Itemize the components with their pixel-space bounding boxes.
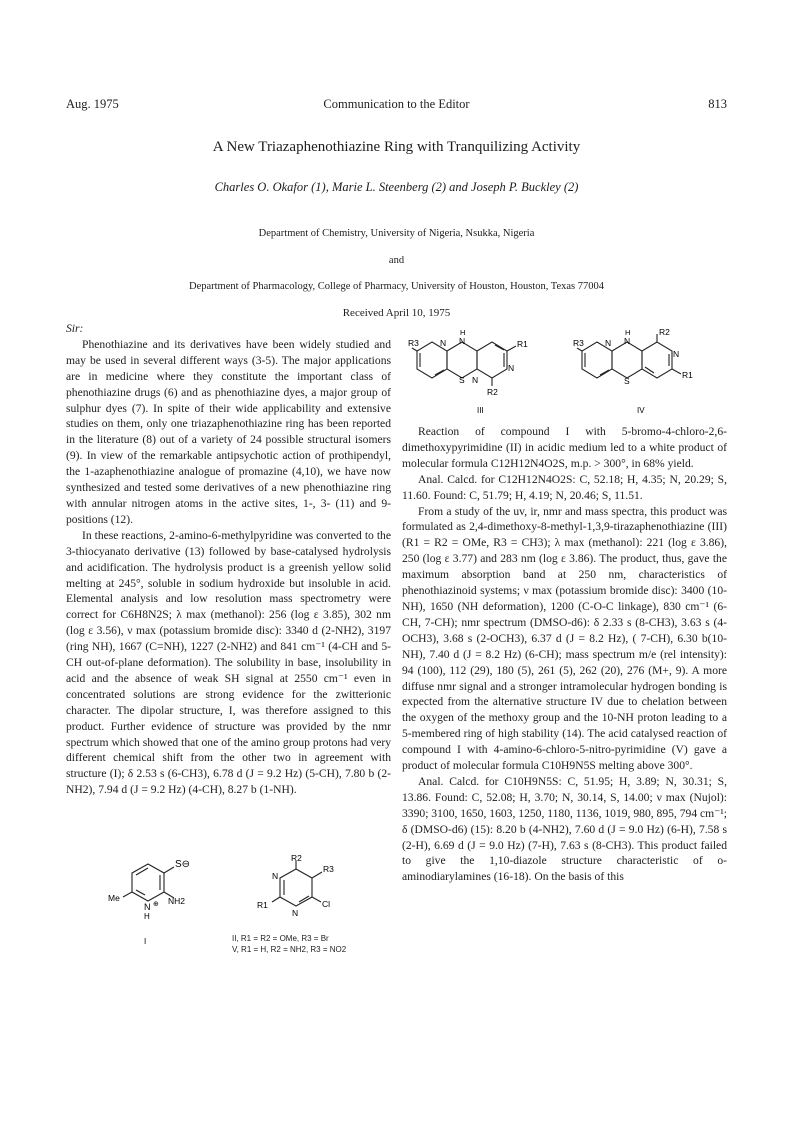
affiliation-chemistry: Department of Chemistry, University of Nigeria, Nsukka, Nigeria [258,228,535,239]
structure-I [98,852,198,950]
struct-I-atom: ⊕ [153,901,159,908]
paragraph: From a study of the uv, ir, nmr and mass spectra, this product was formulated as 2,4-dimethoxy-8-methyl-1,3,9-tirazaphenothiazine (III) (R1 = R2 = OMe, R3 = CH3); λ max (methanol): 221 (log ε 3.86), 250 (log ε 3.77) and 283 nm (log ε 3.86). The product, thus, gave the maximum absorption band at 250 nm, characteristics of phenothiazinoid systems; ν max (potassium bromide disc): 3400 (10-NH), 1650 (NH deformation), 1200 (C-O-C linkage), 830 cm⁻¹ (6-CH, 7-CH); nmr spectrum (DMSO-d6): δ 2.33 s (8-CH3), 3.63 s (4-OCH3), 3.68 s (2-OCH3), 6.37 d (J = 8.2 Hz), ( 7-CH), 6.30 b(10-NH), 7.40 d (J = 8.2 Hz) (6-CH); mass spectrum m/e (rel intensity): 94 (100), 112 (29), 180 (5), 261 (5), 262 (20), 276 (M+, 9). A more diffuse nmr signal and a stronger intramolecular hydrogen bonding is expected from the alternative structure IV due to chelation between the oxygen of the methoxy group and the 10-NH proton leading to a 5-membered ring of high stability (14). The acid catalysed reaction of compound I with 4-amino-6-chloro-5-nitro-pyrimidine (V) gave a product of molecular formula C10H9N5S melting above 300°. [402,504,727,773]
struct-I-atom: H [144,912,150,921]
affiliation-pharmacology: Department of Pharmacology, College of Pharmacy, University of Houston, Houston, Texas 77004 [188,281,604,292]
received-date: Received April 10, 1975 [342,307,451,319]
struct-III-atom: R1 [517,339,528,349]
structure-III-drawing [410,325,555,417]
struct-II-atom: R3 [323,864,334,874]
struct-II-atom: N [292,908,299,918]
struct-III-atom: H [460,328,466,337]
struct-IV-atom: R3 [573,338,584,348]
struct-IV-atom: R1 [682,370,693,380]
struct-IV-atom: S [624,376,630,386]
structure-III-label: III [477,406,484,415]
struct-I-atom: Me [108,893,120,903]
struct-IV-atom: H [625,328,631,337]
paragraph: Anal. Calcd. for C10H9N5S: C, 51.95; H, 3.89; N, 30.31; S, 13.86. Found: C, 52.08; H, 3.70; N, 30.14, S, 14.00; ν max (Nujol): 3390; 3100, 1650, 1603, 1250, 1180, 1136, 1019, 980, 895, 794 cm⁻¹; δ (DMSO-d6) (15): 8.20 b (4-NH2), 7.60 d (J = 9.0 Hz) (6-H), 7.58 s (2-H), 6.69 d (J = 9.0 Hz) (7-H), 7.63 s (8-CH3). This product failed to give the 1,10-diazole structure characteristic of o-aminodiarylamines (16-18). On the basis of this [402,774,727,884]
struct-III-atom: R2 [487,387,498,397]
page-number: 813 [708,97,727,111]
running-header [66,97,727,115]
structure-IV-label: IV [637,406,645,415]
structure-V-caption: V, R1 = H, R2 = NH2, R3 = NO2 [232,945,347,954]
struct-III-atom: N [508,363,515,373]
struct-III-atom: R3 [408,338,419,348]
struct-II-atom: Cl [322,899,331,909]
section-name: Communication to the Editor [323,97,470,111]
struct-I-atom: S⊖ [175,859,191,870]
struct-II-atom: R1 [257,900,268,910]
struct-III-atom: N [459,336,466,346]
author-list: Charles O. Okafor (1), Marie L. Steenberg (2) and Joseph P. Buckley (2) [214,180,579,194]
salutation: Sir: [66,322,84,335]
struct-I-atom: N [144,902,151,912]
paragraph: Phenothiazine and its derivatives have been widely studied and may be used in several different ways (3-5). The major applications are in medicine where they constitute the important class of phenothiazine drugs (6) and as phenothiazine dyes, a major group of sulphur dyes (7). In spite of their wide applicability and extensive studies on them, only one triazaphenothiazine ring has been reported in the literature (8) out of a variety of 24 possible structural isomers (9). In view of the remarkable antipsychotic action of prothipendyl, the 1-azaphenothiazine analogue of promazine (4,10), we have now synthesized and tested some derivatives of a new phenothiazine ring with annular nitrogen atoms in the active sites, 1-, 3- (11) and 9-positions (12). [66,337,391,526]
paragraph: In these reactions, 2-amino-6-methylpyridine was converted to the 3-thiocyanato derivative (13) followed by base-catalysed hydrolysis and acidification. The hydrolysis product is a greenish yellow solid melting at 245°, soluble in sodium hydroxide but insoluble in acid. Elemental analysis and low resolution mass spectrometry were correct for C6H8N2S; λ max (methanol): 256 (log ε 3.85), 302 nm (log ε 3.56), ν max (potassium bromide disc): 3340 d (2-NH2), 3197 (ring NH), 1667 (C=NH), 1227 (2-NH2) and 841 cm⁻¹ (4-CH and 5-CH out-of-plane deformation). The solubility in base, insolubility in acid and the absence of weak SH signal at 2550 cm⁻¹ even in concentrated solutions are strong evidence for the zwitterionic character. The dipolar structure, I, was therefore assigned to this product. Further evidence of structure was provided by the nmr spectrum which showed that one of the amino group protons had very different chemical shift from the other two in agreement with structure (I); δ 2.53 s (6-CH3), 6.78 d (J = 9.2 Hz) (5-CH), 7.80 b (2-NH2), 7.94 d (J = 9.2 Hz) (4-CH), 8.27 b (1-NH). [66,528,391,797]
left-column [66,321,391,798]
structure-IV-drawing [575,322,725,417]
struct-IV-atom: N [605,338,612,348]
structure-II-V-drawing [232,855,362,927]
struct-II-atom: N [272,871,279,881]
struct-II-atom: R2 [291,853,302,863]
structure-II-caption: II, R1 = R2 = OMe, R3 = Br [232,934,329,943]
structure-IV [575,322,725,417]
issue-date: Aug. 1975 [66,97,119,111]
structure-III [410,325,555,417]
right-column [402,424,727,885]
paragraph: Reaction of compound I with 5-bromo-4-chloro-2,6-dimethoxypyrimidine (II) in acidic medium led to a white product of molecular formula C12H12N4O2S, m.p. > 300°, in 68% yield. [402,425,727,470]
struct-IV-atom: N [673,349,680,359]
struct-III-atom: N [440,338,447,348]
struct-IV-atom: N [624,336,631,346]
struct-III-atom: S [459,375,465,385]
article-title: A New Triazaphenothiazine Ring with Tranquilizing Activity [212,139,581,155]
struct-I-atom: NH2 [168,896,186,906]
structure-I-label: I [144,937,147,946]
struct-IV-atom: R2 [659,327,670,337]
structure-I-drawing [98,852,198,950]
affiliation-and: and [388,255,405,266]
structure-II-V [232,855,362,927]
paragraph: Anal. Calcd. for C12H12N4O2S: C, 52.18; H, 4.35; N, 20.29; S, 11.60. Found: C, 51.79; H, 4.19; N, 20.46; S, 11.51. [402,472,727,502]
struct-III-atom: N [472,375,479,385]
